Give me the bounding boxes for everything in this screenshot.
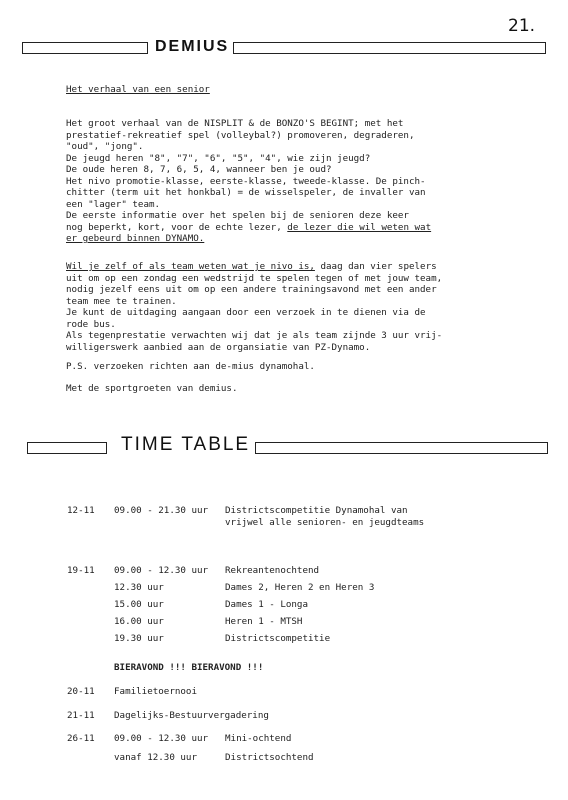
- para2-line-underlined: Wil je zelf of als team weten wat je nivo is,: [66, 261, 315, 272]
- timetable-time: 09.00 - 21.30 uur: [114, 505, 209, 516]
- para1-line: "oud", "jong".: [66, 141, 144, 152]
- para1-line: prestatief-rekreatief spel (volleybal?) promoveren, degraderen,: [66, 129, 415, 141]
- para2-line: [66, 261, 437, 272]
- para2-line: uit om op een zondag een wedstrijd te spelen tegen of met jouw team,: [66, 272, 443, 284]
- timetable-date: 20-11: [67, 686, 95, 697]
- para1-line-plain: nog beperkt, kort, voor de echte lezer,: [66, 221, 282, 233]
- timetable-time: 09.00 - 12.30 uur: [114, 733, 209, 744]
- closing-line: Met de sportgroeten van demius.: [66, 383, 238, 394]
- para1-line: [66, 222, 431, 233]
- para2-line: nodig jezelf eens uit om op een andere trainingsavond met een ander: [66, 284, 437, 295]
- timetable-desc: Districtscompetitie Dynamohal van: [225, 505, 408, 516]
- para2-line-plain: daag dan vier spelers: [320, 261, 437, 272]
- postscript: P.S. verzoeken richten aan de-mius dynamohal.: [66, 361, 315, 372]
- para1-line: De jeugd heren "8", "7", "6", "5", "4", wie zijn jeugd?: [66, 152, 371, 164]
- para1-line-underlined: de lezer die wil weten wat: [287, 221, 432, 233]
- timetable-desc: Heren 1 - MTSH: [225, 616, 303, 627]
- timetable-desc: Dames 2, Heren 2 en Heren 3: [225, 582, 375, 593]
- timetable-right-rule: [255, 442, 548, 454]
- timetable-date: 19-11: [67, 565, 95, 576]
- para2-line: Als tegenprestatie verwachten wij dat je als team zijnde 3 uur vrij-: [66, 330, 443, 341]
- timetable-desc: vrijwel alle senioren- en jeugdteams: [225, 517, 425, 528]
- timetable-desc: Rekreantenochtend: [225, 565, 320, 576]
- demius-right-rule: [233, 42, 546, 54]
- bieravond-notice: BIERAVOND !!! BIERAVOND !!!: [114, 662, 264, 673]
- timetable-event: Familietoernooi: [114, 686, 197, 697]
- para1-line: Het groot verhaal van de NISPLIT & de BONZO'S BEGINT; met het: [66, 118, 404, 129]
- para1-line: chitter (term uit het honkbal) = de wisselspeler, de invaller van: [66, 187, 426, 198]
- timetable-desc: Districtscompetitie: [225, 633, 331, 644]
- para2-line: rode bus.: [66, 318, 116, 330]
- para1-line: De oude heren 8, 7, 6, 5, 4, wanneer ben je oud?: [66, 164, 332, 175]
- timetable-date: 21-11: [67, 710, 95, 721]
- timetable-desc: Mini-ochtend: [225, 733, 292, 744]
- timetable-time: 16.00 uur: [114, 616, 164, 627]
- timetable-left-rule: [27, 442, 107, 454]
- para1-line: een "lager" team.: [66, 198, 161, 210]
- timetable-title: TIME TABLE: [121, 434, 251, 455]
- timetable-event: Dagelijks-Bestuurvergadering: [114, 710, 269, 721]
- para1-line-underlined: er gebeurd binnen DYNAMO.: [66, 233, 205, 244]
- page-number: 21.: [508, 16, 536, 36]
- timetable-desc: Dames 1 - Longa: [225, 599, 308, 610]
- para2-line: willigerswerk aanbied aan de organsiatie van PZ-Dynamo.: [66, 341, 371, 353]
- timetable-time: 12.30 uur: [114, 582, 164, 593]
- timetable-time: 09.00 - 12.30 uur: [114, 565, 209, 576]
- timetable-time: vanaf 12.30 uur: [114, 752, 197, 763]
- para2-line: Je kunt de uitdaging aangaan door een verzoek in te dienen via de: [66, 307, 426, 318]
- timetable-time: 19.30 uur: [114, 633, 164, 644]
- timetable-desc: Districtsochtend: [225, 752, 314, 763]
- timetable-date: 26-11: [67, 733, 95, 744]
- demius-left-rule: [22, 42, 148, 54]
- timetable-time: 15.00 uur: [114, 599, 164, 610]
- timetable-date: 12-11: [67, 505, 95, 516]
- para2-line: team mee te trainen.: [66, 295, 177, 307]
- demius-title: DEMIUS: [155, 38, 230, 55]
- article-heading: Het verhaal van een senior: [66, 84, 210, 95]
- para1-line: Het nivo promotie-klasse, eerste-klasse, tweede-klasse. De pinch-: [66, 175, 426, 187]
- para1-line: De eerste informatie over het spelen bij de senioren deze keer: [66, 210, 409, 221]
